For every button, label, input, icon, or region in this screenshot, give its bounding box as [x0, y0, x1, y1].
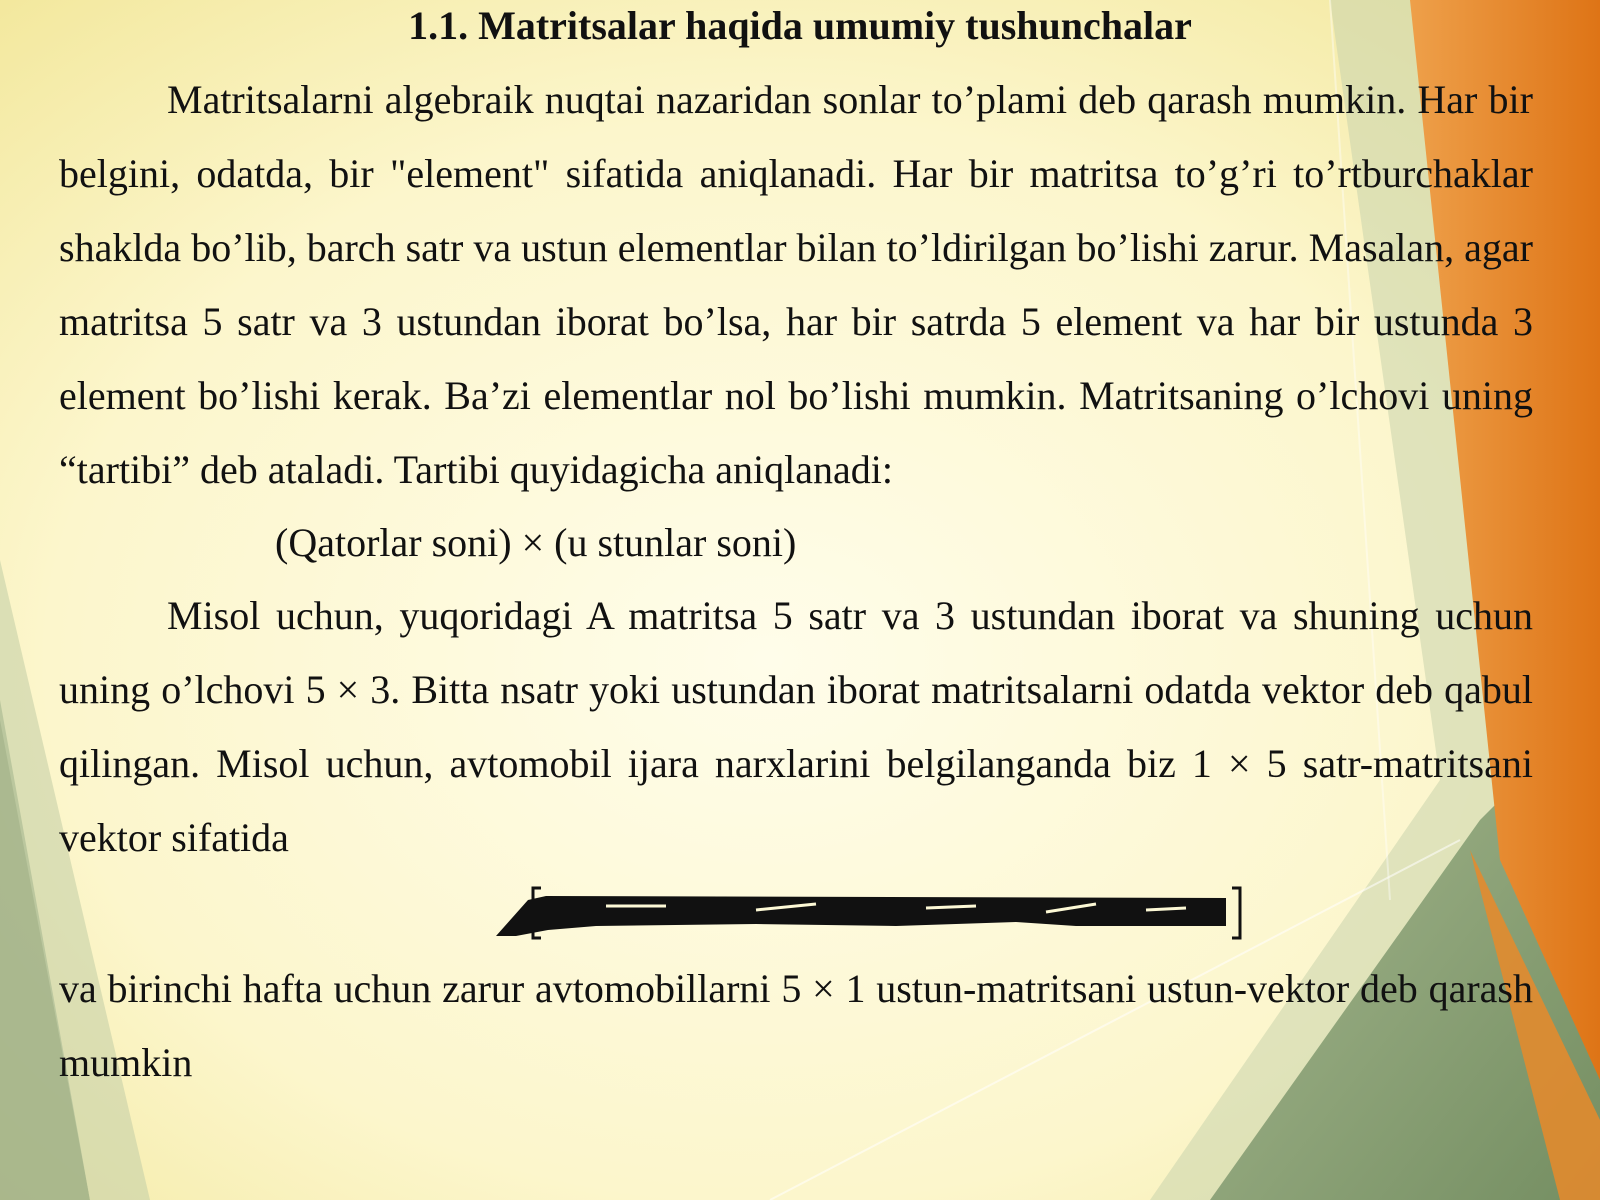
- vector-glyph-smear: [456, 896, 1226, 936]
- paragraph-column-vector: va birinchi hafta uchun zarur avtomobillarni 5 × 1 ustun-matritsani ustun-vektor deb qarash mumkin: [59, 966, 1533, 1085]
- order-formula: (Qatorlar soni) × (u stunlar soni): [275, 520, 797, 565]
- row-vector-image: [456, 882, 1246, 944]
- paragraph-vector-example: Misol uchun, yuqoridagi A matritsa 5 satr va 3 ustundan iborat va shuning uchun uning o’lchovi 5 × 3. Bitta nsatr yoki ustundan iborat matritsalarni odatda vektor deb qabul qilingan. Misol uchun, avtomobil ijara narxlarini belgilanganda biz 1 × 5 satr-matritsani vektor sifatida: [59, 593, 1533, 860]
- vector-right-bracket: [1232, 888, 1240, 938]
- slide-title: 1.1. Matritsalar haqida umumiy tushunchalar: [408, 3, 1192, 48]
- paragraph-matrix-definition: Matritsalarni algebraik nuqtai nazaridan sonlar to’plami deb qarash mumkin. Har bir belgini, odatda, bir "element" sifatida aniqlanadi. Har bir matritsa to’g’ri to’rtburchaklar shaklda bo’lib, barch satr va ustun elementlar bilan to’ldirilgan bo’lishi zarur. Masalan, agar matritsa 5 satr va 3 ustundan iborat bo’lsa, har bir satrda 5 element va har bir ustunda 3 element bo’lishi kerak. Ba’zi elementlar nol bo’lishi mumkin. Matritsaning o’lchovi uning “tartibi” deb ataladi. Tartibi quyidagicha aniqlanadi:: [59, 77, 1533, 492]
